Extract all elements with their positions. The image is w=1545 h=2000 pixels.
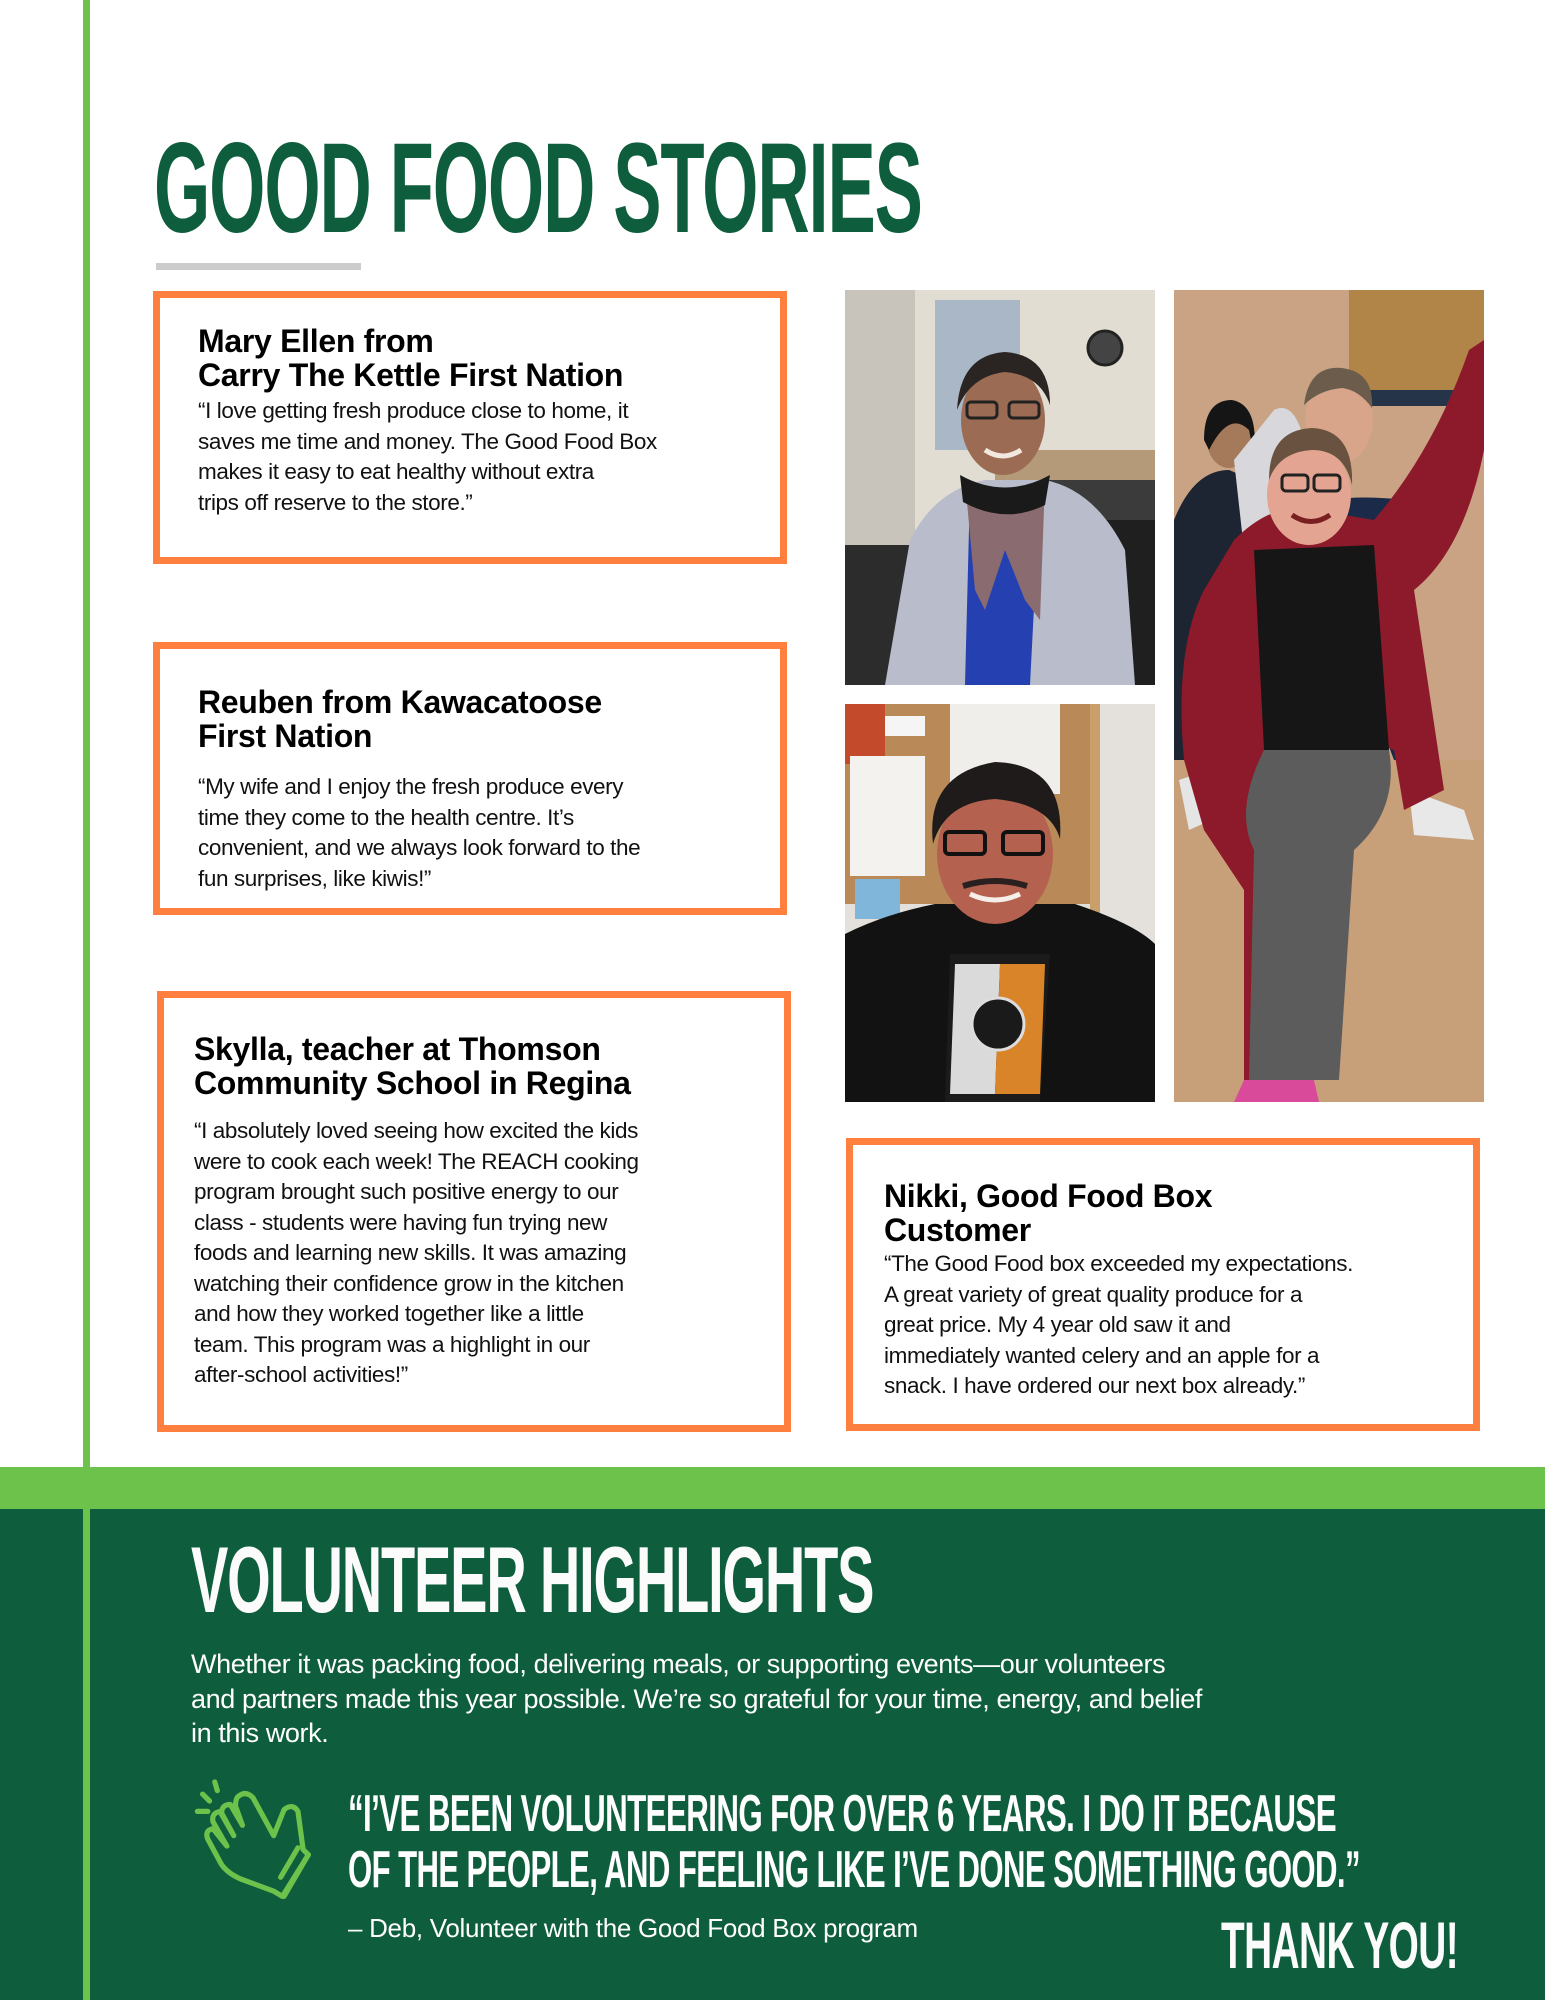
quote-line: convenient, and we always look forward to the xyxy=(198,835,641,860)
group-dancing-illustration xyxy=(1174,290,1484,1102)
story-heading-line: Skylla, teacher at Thomson xyxy=(194,1031,601,1067)
story-card-skylla xyxy=(157,991,791,1432)
quote-line: “I absolutely loved seeing how excited the kids xyxy=(194,1118,638,1143)
story-heading-line: Nikki, Good Food Box xyxy=(884,1178,1213,1214)
story-heading xyxy=(194,1032,631,1100)
quote-line: foods and learning new skills. It was amazing xyxy=(194,1240,627,1265)
page-title: GOOD FOOD STORIES xyxy=(154,117,922,260)
quote-line: team. This program was a highlight in our xyxy=(194,1331,590,1357)
story-heading-line: Community School in Regina xyxy=(194,1065,631,1101)
quote-line: makes it easy to eat healthy without extra xyxy=(198,459,594,484)
quote-line: program brought such positive energy to our xyxy=(194,1179,619,1204)
story-quote xyxy=(194,1116,639,1391)
photo-group-dancing xyxy=(1174,290,1484,1102)
quote-line: class - students were having fun trying new xyxy=(194,1209,608,1235)
quote-line: saves me time and money. The Good Food Box xyxy=(198,428,657,454)
story-heading xyxy=(884,1179,1212,1247)
story-heading-line: Carry The Kettle First Nation xyxy=(198,357,624,393)
story-heading xyxy=(198,324,623,392)
paragraph-line: Whether it was packing food, delivering meals, or supporting events—our volunteers xyxy=(191,1649,1166,1679)
volunteer-highlights-title: VOLUNTEER HIGHLIGHTS xyxy=(191,1527,874,1632)
story-heading-line: First Nation xyxy=(198,718,373,754)
quote-line: great price. My 4 year old saw it and xyxy=(884,1312,1231,1337)
story-card-mary-ellen xyxy=(153,291,787,564)
quote-line: “My wife and I enjoy the fresh produce every xyxy=(198,774,624,799)
story-quote xyxy=(198,772,640,894)
quote-line: trips off reserve to the store.” xyxy=(198,489,473,515)
thank-you-text: THANK YOU! xyxy=(1221,1908,1459,1982)
quote-attribution: – Deb, Volunteer with the Good Food Box program xyxy=(348,1913,918,1943)
quote-line: fun surprises, like kiwis!” xyxy=(198,865,432,891)
quote-line: “I love getting fresh produce close to home, it xyxy=(198,398,629,423)
volunteer-quote-line: “I’VE BEEN VOLUNTEERING FOR OVER 6 YEARS. I DO IT BECAUSE xyxy=(348,1785,1336,1843)
section-divider-band xyxy=(0,1467,1545,1509)
clapping-hands-icon xyxy=(187,1770,317,1910)
quote-line: and how they worked together like a little xyxy=(194,1301,584,1326)
story-card-reuben xyxy=(153,642,787,915)
title-underline xyxy=(156,263,361,270)
quote-line: “The Good Food box exceeded my expectations. xyxy=(884,1251,1353,1276)
quote-line: A great variety of great quality produce for a xyxy=(884,1281,1303,1307)
quote-line: snack. I have ordered our next box already.” xyxy=(884,1373,1305,1398)
volunteer-intro-paragraph xyxy=(191,1647,1202,1751)
story-quote xyxy=(198,396,657,518)
photo-woman-with-scarf xyxy=(845,290,1155,685)
woman-with-scarf-illustration xyxy=(845,290,1155,685)
quote-line: after-school activities!” xyxy=(194,1362,408,1387)
story-heading-line: Reuben from Kawacatoose xyxy=(198,684,602,720)
vertical-accent-line-lower xyxy=(83,1509,90,2000)
paragraph-line: in this work. xyxy=(191,1718,329,1748)
story-heading xyxy=(198,685,602,753)
volunteer-quote-line: OF THE PEOPLE, AND FEELING LIKE I’VE DONE SOMETHING GOOD.” xyxy=(348,1841,1360,1899)
story-card-nikki xyxy=(846,1138,1480,1431)
quote-line: time they come to the health centre. It’s xyxy=(198,804,574,830)
quote-line: were to cook each week! The REACH cooking xyxy=(194,1148,639,1174)
story-heading-line: Customer xyxy=(884,1212,1031,1248)
story-heading-line: Mary Ellen from xyxy=(198,323,434,359)
paragraph-line: and partners made this year possible. We’re so grateful for your time, energy, and belief xyxy=(191,1683,1202,1714)
volunteer-quote xyxy=(348,1786,1545,1898)
quote-line: immediately wanted celery and an apple for a xyxy=(884,1342,1320,1368)
story-quote xyxy=(884,1249,1353,1402)
photo-man-with-glasses xyxy=(845,704,1155,1102)
quote-line: watching their confidence grow in the kitchen xyxy=(194,1270,624,1296)
man-with-glasses-illustration xyxy=(845,704,1155,1102)
